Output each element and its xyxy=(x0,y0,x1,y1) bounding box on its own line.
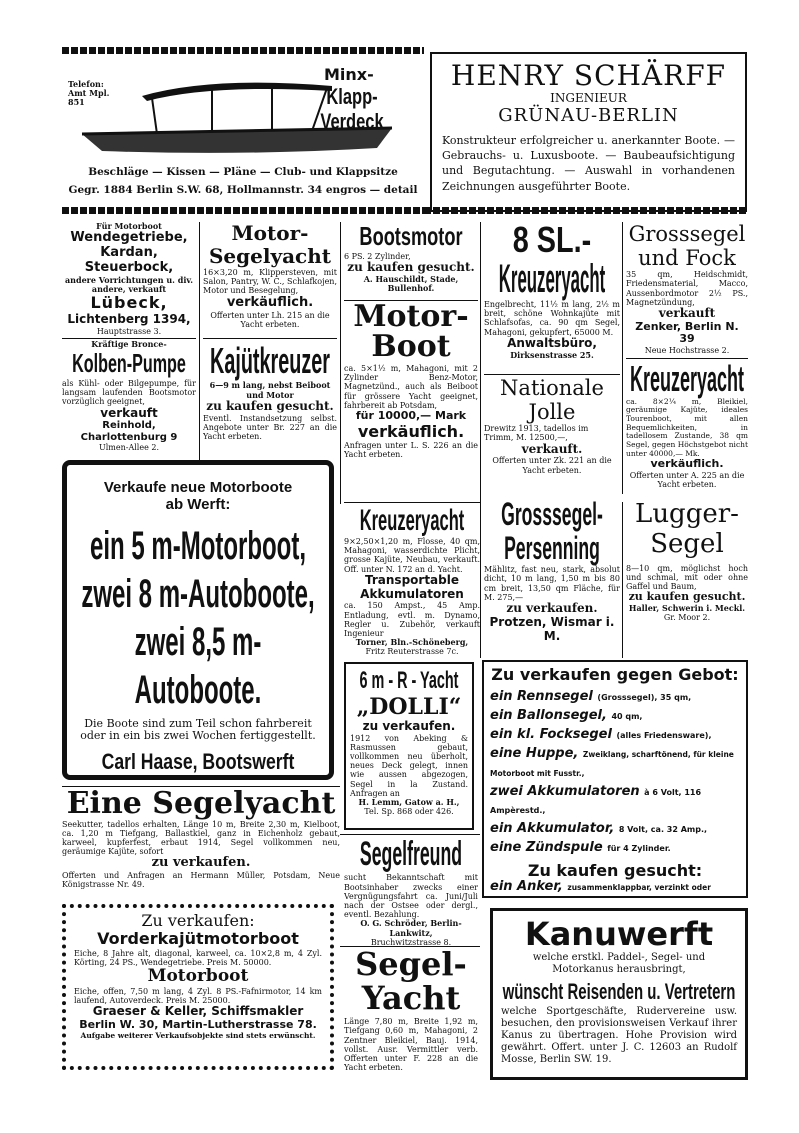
ad-kolben-pumpe xyxy=(62,340,196,460)
phone-info: Telefon: Amt Mpl. 851 xyxy=(68,79,110,108)
ms-l2: Segelyacht xyxy=(208,244,331,268)
ad-motor-boot xyxy=(344,302,478,502)
es-l1: Eine Segelyacht xyxy=(66,788,336,821)
k2-l2: 9×2,50×1,20 m, Flosse, 40 qm, Mahagoni, wasserdichte Plicht, grosse Kajüte, Neubau, verkauft. Off. unter N. 172 an d. Yacht. xyxy=(344,537,480,574)
bm-l3: zu kaufen gesucht. xyxy=(347,260,475,275)
gb-row: eine Huppe, Zweiklang, scharftönend, für kleine Motorboot mit Fusstr., xyxy=(490,745,734,778)
ad-kreuzeryacht-2 xyxy=(344,504,480,660)
mb-l2: Boot xyxy=(371,329,451,364)
kk-l4: Eventl. Instandsetzung selbst. Angebote unter Br. 227 an die Yacht erbeten. xyxy=(203,413,337,441)
nj-l2: Jolle xyxy=(528,400,576,425)
sy-l3: Länge 7,80 m, Breite 1,92 m, Tiefgang 0,60 m, Mahagoni, 2 Zentner Bleikiel, Bauj. 1914, vollst. Ausr. Vermittler verb. Offerten unter F. 228 an die Yacht erbeten. xyxy=(344,1017,478,1073)
sl-l5: Dirksenstrasse 25. xyxy=(510,349,594,360)
vrule-1 xyxy=(199,222,200,460)
dl-l1: 6 m - R - Yacht xyxy=(359,667,459,694)
ad-grosssegel-fock xyxy=(626,222,748,358)
ch-l6: Die Boote sind zum Teil schon fahrbereit oder in ein bis zwei Wochen fertiggestellt. xyxy=(80,716,316,743)
dl-l4: 1912 von Abeking & Rasmussen gebaut, vollkommen neu überholt, neues Deck gelegt, innen wie aussen abgezogen, Segel in la Zustand. Anfragen an xyxy=(350,733,468,798)
wg-l8: Hauptstrasse 3. xyxy=(96,326,162,336)
dl-l2: „DOLLI“ xyxy=(356,693,462,720)
nj-l3: Drewitz 1913, tadellos im Trimm, M. 12500,—, xyxy=(484,424,589,443)
ms-l4: verkäuflich. xyxy=(226,294,314,310)
hrule-eine-top xyxy=(62,786,340,787)
wg-l4: Steuerbock, xyxy=(84,260,174,276)
gb-row: ein Akkumulator, 8 Volt, ca. 32 Amp., xyxy=(490,821,708,837)
ch-l2: ab Werft: xyxy=(165,496,231,514)
hrule-sf-top xyxy=(340,834,480,835)
kp-l3: als Kühl- oder Bilgepumpe, für langsam laufenden Bootsmotor vorzüglich geeignet, xyxy=(62,379,196,407)
gb-row: ein Rennsegel (Grosssegel), 35 qm, xyxy=(490,689,692,705)
gk-l6: Graeser & Keller, Schiffsmakler xyxy=(92,1004,304,1019)
lg-l4: zu kaufen gesucht. xyxy=(628,590,746,604)
k2-l7: Fritz Reuterstrasse 7c. xyxy=(365,647,459,657)
gb-row: ein kl. Focksegel (alles Friedensware), xyxy=(490,727,712,743)
sl-l2: Kreuzeryacht xyxy=(498,257,606,301)
k2-l5: ca. 150 Ampst., 45 Amp. Entladung, evtl. m. Dynamo, Regler u. Zubehör, verkauft Ingenieur xyxy=(344,601,480,638)
kw-l2: welche erstkl. Paddel-, Segel- und Motorkanus herausbringt, xyxy=(532,952,706,975)
kp-l6: Ulmen-Allee 2. xyxy=(98,443,159,453)
wg-l1: Für Motorboot xyxy=(96,222,162,231)
ad-henry-scharff xyxy=(430,52,747,212)
wg-l6: Lübeck, xyxy=(90,293,168,313)
gb-row: ein Ballonsegel, 40 qm, xyxy=(490,708,643,724)
sf-l3: O. G. Schröder, Berlin-Lankwitz, xyxy=(360,918,462,938)
gb-row2: ein Anker, zusammenklappbar, verzinkt oder xyxy=(490,879,711,895)
ms-l3: 16×3,20 m, Klippersteven, mit Salon, Pantry, W. C., Schlafkojen, Motor und Besegelung, xyxy=(203,268,337,296)
hrule-mid3 xyxy=(344,502,480,503)
mb-l6: Anfragen unter L. S. 226 an die Yacht erbeten. xyxy=(344,440,478,460)
gf-l3: 35 qm, Heidschmidt, Friedensmaterial, Macco, Aussenbordmotor 2½ PS., Magnetzündung, xyxy=(626,270,748,307)
kp-l4: verkauft xyxy=(100,405,158,420)
scharff-name: HENRY SCHÄRFF xyxy=(450,59,727,92)
scharff-city: GRÜNAU-BERLIN xyxy=(498,104,679,126)
dl-l6: Tel. Sp. 868 oder 426. xyxy=(364,807,454,817)
sl-l3: Engelbrecht, 11½ m lang, 2½ m breit, schöne Wohnkajüte mit Schlafsofas, ca. 90 qm Segel, Mahagoni, gekupfert, 65000 M. xyxy=(484,300,620,337)
ps-l1: Grosssegel- xyxy=(501,498,603,532)
ad-8sl-kreuzeryacht xyxy=(484,222,620,374)
brand-minx: Minx- xyxy=(324,65,374,84)
sf-l2: sucht Bekanntschaft mit Bootsinhaber zwecks einer Vergnügungsfahrt ca. Juni/Juli nach der Ostsee oder dergl., eventl. Bezahlung. xyxy=(344,873,478,920)
gb-rows xyxy=(490,688,740,858)
hrule-sy-top xyxy=(340,946,480,947)
gk-l4: Motorboot xyxy=(147,966,249,987)
gf-l2: und Fock xyxy=(638,246,736,271)
ch-l1: Verkaufe neue Motorboote xyxy=(103,479,293,496)
lg-l5: Haller, Schwerin i. Meckl. xyxy=(628,602,746,613)
ad-lugger-segel xyxy=(626,500,748,658)
nj-l4: verkauft. xyxy=(521,441,583,456)
kk-l1: Kajütkreuzer xyxy=(210,340,330,381)
wg-l2: Wendegetriebe, xyxy=(70,230,188,246)
bm-l2: 6 PS. 2 Zylinder, xyxy=(344,251,411,261)
ad-wendegetriebe xyxy=(62,222,196,340)
hrule-c3 xyxy=(344,300,478,301)
gb-row: zwei Akkumulatoren à 6 Volt, 116 Ampèrestd., xyxy=(490,783,702,816)
hrule-c2 xyxy=(203,338,337,339)
vrule-pers xyxy=(480,502,481,658)
kw-l4: welche Sportgeschäfte, Rudervereine usw. besuchen, den provisionsweisen Verkauf ihrer Kanus zu übertragen. Hohe Provision wird gewährt. Offert. unter J. C. 12603 an Rudolf Mosse, Berlin SW. 19. xyxy=(501,1006,737,1066)
gk-l8: Aufgabe weiterer Verkaufsobjekte sind stets erwünscht. xyxy=(80,1030,316,1040)
mb-l4: für 10000,— Mark xyxy=(355,408,467,422)
ad-kajutkreuzer xyxy=(203,340,337,460)
brand-klapp-verdeck: Klapp-Verdeck xyxy=(320,84,384,135)
k2-l6: Torner, Bln.-Schöneberg, xyxy=(355,637,469,648)
kk-l2: 6—9 m lang, nebst Beiboot und Motor xyxy=(209,380,331,400)
mb-l5: verkäuflich. xyxy=(357,421,465,441)
kc5-l3: verkäuflich. xyxy=(650,457,724,471)
k2-l1: Kreuzeryacht xyxy=(359,504,465,537)
sl-l4: Anwaltsbüro, xyxy=(507,335,597,350)
kc5-l4: Offerten unter A. 225 an die Yacht erbeten. xyxy=(629,470,745,489)
kp-l2: Kolben-Pumpe xyxy=(72,348,186,379)
gf-l4: verkauft xyxy=(658,306,716,321)
ch-l8 xyxy=(81,774,316,780)
kc5-l2: ca. 8×2¼ m, Bleikiel, geräumige Kajüte, ideales Tourenboot, mit allen Bequemlichkeiten, in tadellosem Zustande, 38 qm Segel, gegen Höchstgebot nicht unter 40000,— Mk. xyxy=(626,396,748,458)
lg-l3: 8—10 qm, möglichst hoch und schmal, mit oder ohne Gaffel und Baum, xyxy=(626,563,748,592)
middle-dashed-rule xyxy=(62,207,424,214)
nj-l5: Offerten unter Zk. 221 an die Yacht erbeten. xyxy=(492,456,612,475)
wg-l5: andere Vorrichtungen u. div. andere, verkauft xyxy=(65,275,193,295)
kp-l1: Kräftige Bronce- xyxy=(91,340,167,349)
minx-line2: Gegr. 1884 Berlin S.W. 68, Hollmannstr. 34 engros — detail xyxy=(68,184,418,196)
gk-l3: Eiche, 8 Jahre alt, diagonal, karweel, ca. 10×2,8 m, 4 Zyl. Körting, 24 PS., Wendegetriebe. Preis M. 50000. xyxy=(74,948,322,967)
ad-minx xyxy=(62,56,424,204)
kw-l1: Kanuwerft xyxy=(524,915,714,953)
wg-l7: Lichtenberg 1394, xyxy=(67,311,191,326)
ad-segel-yacht xyxy=(344,948,478,1088)
ps-l5: Protzen, Wismar i. M. xyxy=(489,614,615,643)
gk-l7: Berlin W. 30, Martin-Lutherstrasse 78. xyxy=(79,1017,317,1031)
bm-l1: Bootsmotor xyxy=(359,222,463,251)
ms-l1: Motor- xyxy=(231,222,309,245)
ad-graeser-keller xyxy=(62,904,334,1070)
ch-l5: zwei 8,5 m-Autoboote. xyxy=(134,619,262,712)
ad-eine-segelyacht xyxy=(62,788,340,898)
dl-l5: H. Lemm, Gatow a. H., xyxy=(358,797,460,807)
mb-l3: ca. 5×1½ m, Mahagoni, mit 2 Zylinder Benz-Motor, Magnetzünd., auch als Beiboot für grössere Yacht geeignet, fahrbereit ab Potsdam, xyxy=(344,364,478,410)
gk-l1: Zu verkaufen: xyxy=(141,911,255,930)
nj-l1: Nationale xyxy=(500,376,604,400)
bm-l4: A. Hauschildt, Stade, Bullenhof. xyxy=(363,273,459,294)
kw-l3: wünscht Reisenden u. Vertretern xyxy=(502,979,736,1005)
gb-title2: Zu kaufen gesucht: xyxy=(527,860,703,880)
gf-l1: Grosssegel xyxy=(628,222,746,246)
ad-motor-segelyacht xyxy=(203,222,337,338)
sf-l4: Bruchwitzstrasse 8. xyxy=(370,937,452,946)
kp-l5: Reinhold, Charlottenburg 9 xyxy=(80,420,178,443)
ad-kanuwerft xyxy=(490,908,748,1080)
es-l4: Offerten und Anfragen an Hermann Müller, Potsdam, Neue Königstrasse Nr. 49. xyxy=(62,871,340,890)
gf-l6: Neue Hochstrasse 2. xyxy=(644,346,730,356)
kc5-l1: Kreuzeryacht xyxy=(629,360,745,399)
es-l2: Seekutter, tadellos erhalten, Länge 10 m, Breite 2,30 m, Kielboot, ca. 1,20 m Tiefgang, Ballastkiel, ganz in Eichenholz gebaut, karweel, kupferfest, erbaut 1914, Segel vollkommen neu, geräumige Kajüte, sofort xyxy=(62,819,340,857)
hrule-c5 xyxy=(626,358,748,359)
ch-l7: Carl Haase, Bootswerft xyxy=(101,748,295,774)
ms-l5: Offerten unter Lh. 215 an die Yacht erbeten. xyxy=(210,310,330,329)
ad-dolli xyxy=(344,662,474,830)
minx-line1: Beschläge — Kissen — Pläne — Club- und Klappsitze xyxy=(88,166,398,178)
k2-l4: Akkumulatoren xyxy=(360,586,464,601)
vrule-2 xyxy=(340,222,341,504)
dl-l3: zu verkaufen. xyxy=(362,718,456,733)
gk-l2: Vorderkajütmotorboot xyxy=(97,929,299,949)
ad-segelfreund xyxy=(344,836,478,946)
sy-l1: Segel- xyxy=(355,948,467,983)
ch-l3: ein 5 m-Motorboot, xyxy=(90,523,306,568)
gb-row: eine Zündspule für 4 Zylinder. xyxy=(490,840,671,856)
ps-l3: Mählitz, fast neu, stark, absolut dicht, 10 m lang, 1,50 m bis 80 cm breit, 13,50 qm Fläche, für M. 275,— xyxy=(484,565,620,602)
lg-l1: Lugger- xyxy=(635,500,739,529)
ad-persenning xyxy=(484,498,620,658)
es-l3: zu verkaufen. xyxy=(151,855,251,871)
ad-nationale-jolle xyxy=(484,376,620,502)
lg-l6: Gr. Moor 2. xyxy=(663,613,711,623)
sl-l1: 8 SL.- xyxy=(512,222,592,260)
ps-l2: Persenning xyxy=(504,529,600,566)
hrule-c1 xyxy=(62,338,196,339)
ad-gegen-gebot xyxy=(482,660,748,898)
sf-l1: Segelfreund xyxy=(359,836,463,873)
mb-l1: Motor- xyxy=(353,302,469,334)
ch-l4: zwei 8 m-Autoboote, xyxy=(81,571,315,616)
gb-title: Zu verkaufen gegen Gebot: xyxy=(491,665,739,684)
top-dashed-rule xyxy=(62,47,424,54)
sy-l2: Yacht xyxy=(361,978,461,1017)
kk-l3: zu kaufen gesucht. xyxy=(206,398,334,413)
ad-bootsmotor xyxy=(344,222,478,302)
vrule-lug xyxy=(622,502,623,658)
gf-l5: Zenker, Berlin N. 39 xyxy=(635,319,739,346)
gk-l5: Eiche, offen, 7,50 m lang, 4 Zyl. 8 PS.-Fafnirmotor, 14 km laufend, Autoverdeck. Preis M. 25000. xyxy=(74,986,322,1005)
hrule-c4 xyxy=(484,374,620,375)
vrule-3 xyxy=(480,222,481,504)
ad-kreuzeryacht-c5 xyxy=(626,360,748,496)
scharff-title: INGENIEUR xyxy=(550,91,627,106)
lg-l2: Segel xyxy=(650,528,724,559)
wg-l3: Kardan, xyxy=(100,245,158,261)
ps-l4: zu verkaufen. xyxy=(506,600,598,615)
vrule-4 xyxy=(622,222,623,494)
ad-carl-haase xyxy=(62,460,334,780)
scharff-text: Konstrukteur erfolgreicher u. anerkannter Boote. — Gebrauchs- u. Luxusboote. — Baubeaufsichtigung und Begutachtung. — Auswahl in vorhandenen Zeichnungen ausgeführter Boote. xyxy=(442,133,735,193)
k2-l3: Transportable xyxy=(365,572,459,587)
